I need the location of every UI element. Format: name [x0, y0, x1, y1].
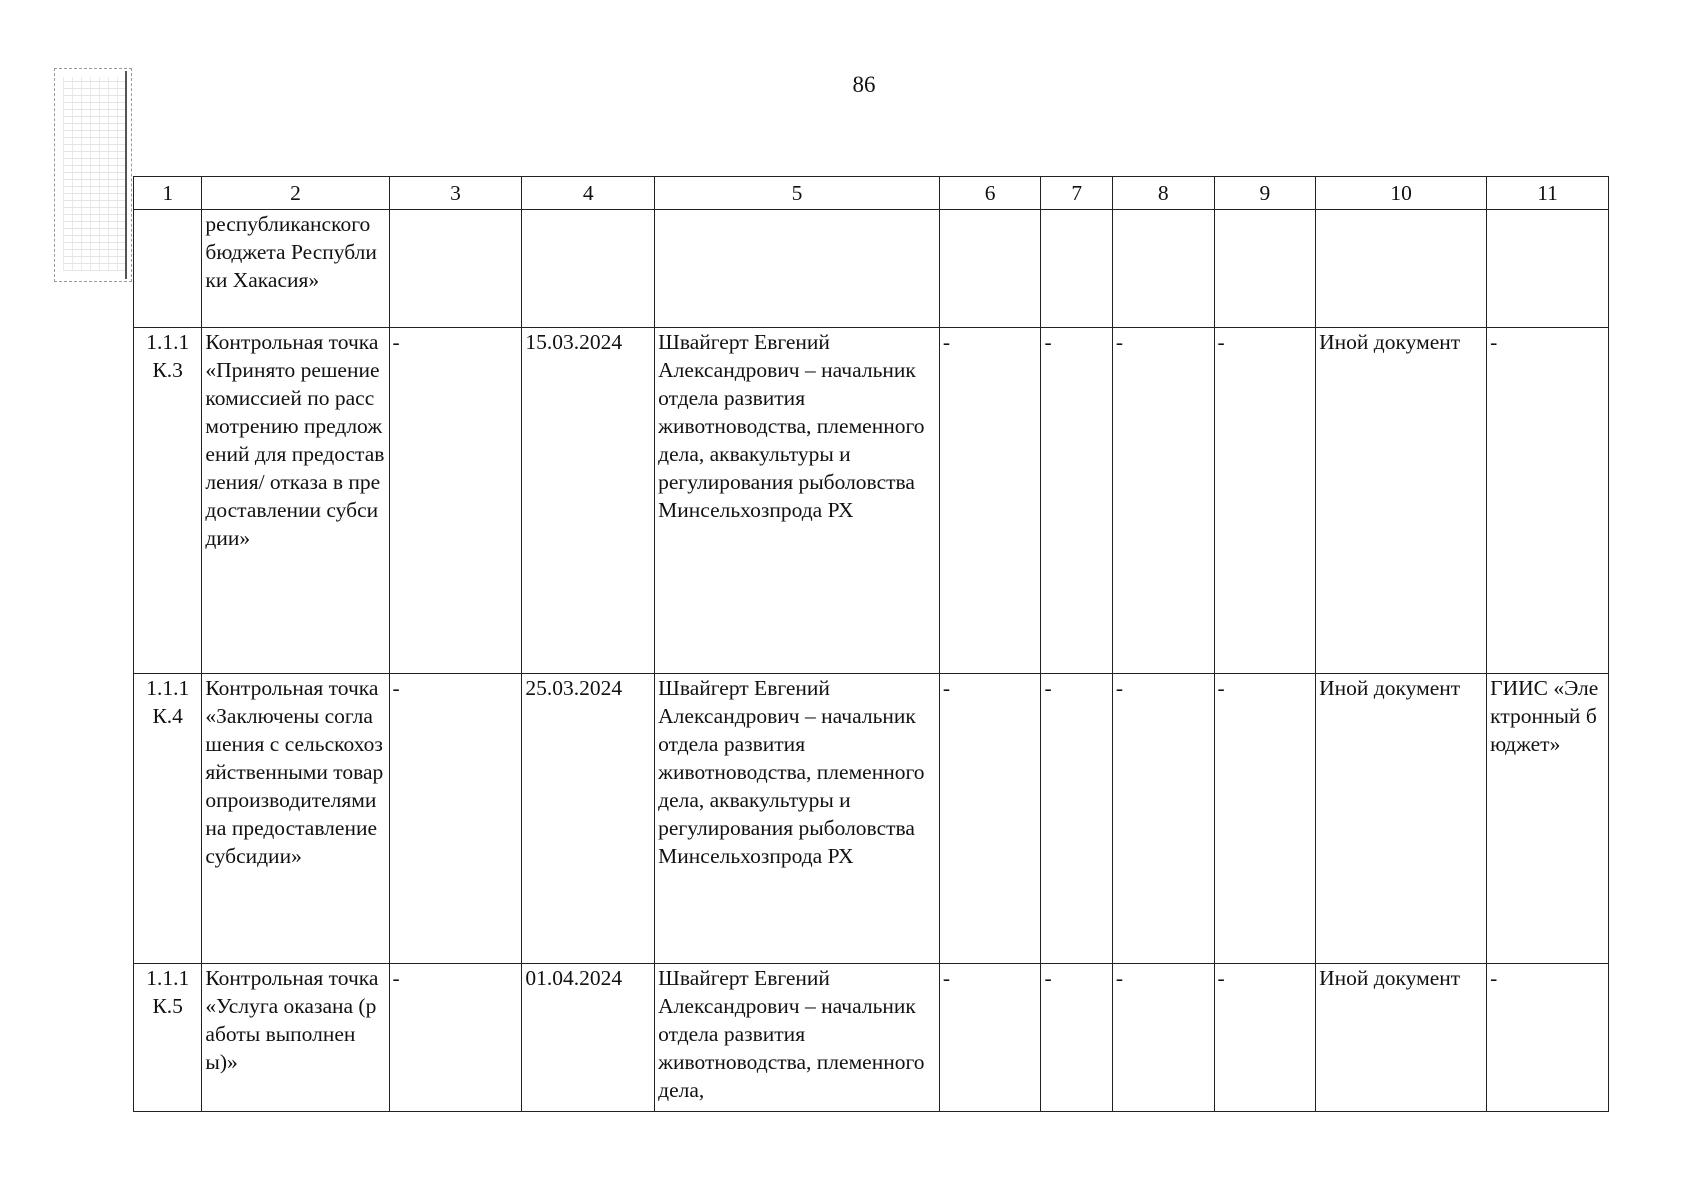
document-type-cell [1316, 210, 1487, 328]
column-number: 11 [1487, 177, 1609, 210]
system-cell [1487, 210, 1609, 328]
page-number: 86 [852, 72, 876, 97]
date-cell: 25.03.2024 [522, 674, 655, 964]
name-cell: Контрольная точка «Заключены соглашения с сельскохозяйственными товаропроизводителями на предоставление субсидии» [202, 674, 389, 964]
column-number: 2 [202, 177, 389, 210]
table-cell [939, 210, 1041, 328]
name-cell: Контрольная точка «Услуга оказана (работы выполнены)» [202, 964, 389, 1112]
row-number-cell: 1.1.1 К.3 [134, 328, 202, 674]
table-cell: - [1214, 328, 1316, 674]
stamp-edge [125, 71, 127, 279]
column-number: 9 [1214, 177, 1316, 210]
table-row [134, 210, 1609, 328]
table-cell [389, 210, 522, 328]
table-cell: - [389, 328, 522, 674]
column-number: 5 [655, 177, 940, 210]
system-cell: - [1487, 328, 1609, 674]
table-cell: - [389, 964, 522, 1112]
table-row [134, 674, 1609, 964]
responsible-cell [655, 210, 940, 328]
document-type-cell: Иной документ [1316, 964, 1487, 1112]
approval-stamp [54, 68, 132, 282]
column-number: 1 [134, 177, 202, 210]
responsible-cell: Швайгерт Евгений Александрович – начальник отдела развития животноводства, племенного дела, аквакультуры и регулирования рыболовства Минсельхозпрода РХ [655, 674, 940, 964]
column-number: 3 [389, 177, 522, 210]
document-type-cell: Иной документ [1316, 674, 1487, 964]
table-row [134, 964, 1609, 1112]
row-number-cell [134, 210, 202, 328]
column-number: 10 [1316, 177, 1487, 210]
table-cell [1112, 210, 1214, 328]
table-cell: - [1041, 964, 1112, 1112]
table-cell: - [939, 964, 1041, 1112]
responsible-cell: Швайгерт Евгений Александрович – начальник отдела развития животноводства, племенного дела, аквакультуры и регулирования рыболовства Минсельхозпрода РХ [655, 328, 940, 674]
name-cell: республиканского бюджета Республики Хакасия» [202, 210, 389, 328]
table-row [134, 328, 1609, 674]
table-cell: - [939, 674, 1041, 964]
column-number: 6 [939, 177, 1041, 210]
date-cell [522, 210, 655, 328]
table-cell [1214, 210, 1316, 328]
table-cell: - [1112, 964, 1214, 1112]
document-type-cell: Иной документ [1316, 328, 1487, 674]
table-cell: - [1214, 964, 1316, 1112]
table-cell: - [1112, 674, 1214, 964]
row-number-cell: 1.1.1 К.5 [134, 964, 202, 1112]
table-cell: - [939, 328, 1041, 674]
table-cell: - [1112, 328, 1214, 674]
table-cell: - [1041, 674, 1112, 964]
column-number-row [134, 177, 1609, 210]
table-cell: - [389, 674, 522, 964]
schedule-table [133, 176, 1609, 1112]
stamp-hatching [63, 77, 125, 271]
system-cell: - [1487, 964, 1609, 1112]
responsible-cell: Швайгерт Евгений Александрович – начальник отдела развития животноводства, племенного дела, [655, 964, 940, 1112]
column-number: 4 [522, 177, 655, 210]
name-cell: Контрольная точка «Принято решение комиссией по рассмотрению предложений для предоставления/ отказа в предоставлении субсидии» [202, 328, 389, 674]
table-cell [1041, 210, 1112, 328]
system-cell: ГИИС «Электронный бюджет» [1487, 674, 1609, 964]
table-cell: - [1214, 674, 1316, 964]
date-cell: 15.03.2024 [522, 328, 655, 674]
row-number-cell: 1.1.1 К.4 [134, 674, 202, 964]
column-number: 8 [1112, 177, 1214, 210]
table-cell: - [1041, 328, 1112, 674]
column-number: 7 [1041, 177, 1112, 210]
date-cell: 01.04.2024 [522, 964, 655, 1112]
